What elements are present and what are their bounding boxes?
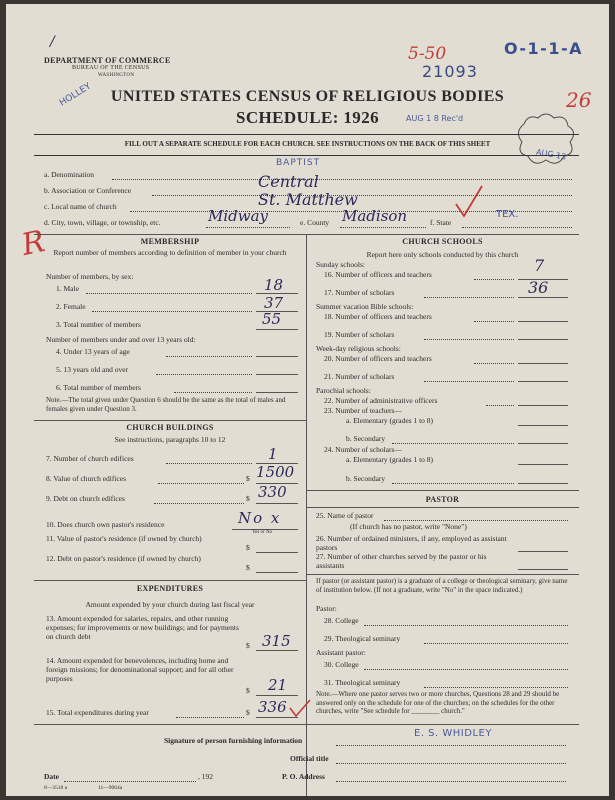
q29-label: 29. Theological seminary <box>324 634 401 643</box>
schools-intro: Report here only schools conducted by this church <box>366 250 519 259</box>
q2-female-label: 2. Female <box>56 302 86 311</box>
city-name: WASHINGTON <box>98 73 135 78</box>
q2-dots <box>92 311 252 312</box>
q29-line <box>424 643 568 644</box>
q22-label: 22. Number of administrative officers <box>324 396 438 405</box>
q25-line <box>384 520 568 521</box>
summer-schools-label: Summer vacation Bible schools: <box>316 302 414 311</box>
parochial-schools-label: Parochial schools: <box>316 386 371 395</box>
association-value: Central <box>258 172 319 191</box>
q25-label: 25. Name of pastor <box>316 511 374 520</box>
form-title: UNITED STATES CENSUS OF RELIGIOUS BODIES <box>110 88 505 105</box>
q3-answer-line <box>256 329 298 330</box>
q24b-label: b. Secondary <box>346 474 386 483</box>
q4-under-13-label: 4. Under 13 years of age <box>56 347 130 356</box>
po-address-label: P. O. Address <box>282 772 325 781</box>
official-title-line <box>336 763 566 764</box>
q17-label: 17. Number of scholars <box>324 288 395 297</box>
q6-total-label: 6. Total number of members <box>56 383 141 392</box>
q10-label: 10. Does church own pastor's residence <box>46 520 165 529</box>
county-line <box>340 227 426 228</box>
pastor-note: Note.—Where one pastor serves two or more churches, Questions 28 and 29 should be answered only on the schedule for one of the churches; on the schedules for the other churches, write "See schedule for ________ church." <box>316 690 560 715</box>
grid-bottom-rule <box>34 724 579 725</box>
q19-label: 19. Number of scholars <box>324 330 395 339</box>
q13-answer-line <box>256 650 298 651</box>
q8-dollar: $ <box>246 474 250 483</box>
pastor-divider-rule <box>306 574 579 575</box>
q1-male-label: 1. Male <box>56 284 79 293</box>
q31-label: 31. Theological seminary <box>324 678 401 687</box>
q12-label: 12. Debt on pastor's residence (if owned by church) <box>46 554 201 563</box>
expenditures-heading: EXPENDITURES <box>136 584 204 593</box>
q11-answer-line <box>256 552 298 553</box>
membership-heading: MEMBERSHIP <box>140 237 200 246</box>
corner-pencil-mark: / <box>50 34 55 50</box>
title-rule-top <box>34 134 579 135</box>
year-label: , 192 <box>198 772 213 781</box>
holley-stamp: HOLLEY <box>58 81 94 109</box>
weekday-schools-label: Week-day religious schools: <box>316 344 401 353</box>
received-stamp: AUG 1 8 Rec'd <box>406 114 464 123</box>
q13-label: 13. Amount expended for salaries, repairs, and other running expenses; for improvements or new buildings; and for payments on church debt <box>46 614 239 641</box>
buildings-intro: See instructions, paragraphs 10 to 12 <box>114 435 226 444</box>
q16-value: 7 <box>534 256 545 275</box>
po-address-line <box>336 781 566 782</box>
q23-label: 23. Number of teachers— <box>324 406 402 415</box>
q24b-answer-line <box>518 483 568 484</box>
q5-13-and-over-label: 5. 13 years old and over <box>56 365 129 374</box>
date-label: Date <box>44 772 59 781</box>
q21-answer-line <box>518 381 568 382</box>
q24-label: 24. Number of scholars— <box>324 445 402 454</box>
q21-dots <box>424 381 514 382</box>
q17-answer-line <box>518 297 568 298</box>
q22-dots <box>486 405 514 406</box>
q30-line <box>364 669 568 670</box>
members-by-sex-label: Number of members, by sex: <box>46 272 134 281</box>
q30-label: 30. College <box>324 660 359 669</box>
q18-answer-line <box>518 321 568 322</box>
form-id: 8—3518 a <box>44 785 68 791</box>
q14-dollar: $ <box>246 686 250 695</box>
state-line <box>462 227 572 228</box>
q14-value: 21 <box>268 676 288 694</box>
q23b-dots <box>392 443 514 444</box>
q14-label: 14. Amount expended for benevolences, including home and foreign missions; for denominational support; and for all other purposes <box>46 656 234 683</box>
buildings-top-rule <box>34 420 306 421</box>
county-value: Madison <box>342 207 408 225</box>
membership-intro: Report number of members according to definition of member in your church <box>53 248 287 257</box>
q10-value: No x <box>238 509 282 527</box>
q26-answer-line <box>518 551 568 552</box>
q1-male-value: 18 <box>264 276 284 294</box>
q17-value: 36 <box>528 278 549 297</box>
q23b-label: b. Secondary <box>346 434 386 443</box>
q8-value: 1500 <box>256 463 295 481</box>
buildings-heading: CHURCH BUILDINGS <box>126 423 214 432</box>
members-by-age-label: Number of members under and over 13 years old: <box>46 335 196 344</box>
q20-dots <box>474 363 514 364</box>
schools-heading: CHURCH SCHOOLS <box>402 237 483 246</box>
seal-stamp-text: AUG 13 <box>535 147 567 162</box>
q28-label: 28. College <box>324 616 359 625</box>
q14-answer-line <box>256 695 298 696</box>
q27-label: 27. Number of other churches served by the pastor or his assistants <box>316 552 487 570</box>
q12-answer-line <box>256 572 298 573</box>
form-subtitle: SCHEDULE: 1926 <box>235 108 380 127</box>
q19-dots <box>424 339 514 340</box>
pastor-top-rule <box>306 490 579 491</box>
graduate-instruction: If pastor (or assistant pastor) is a graduate of a college or theological seminary, give name of institution below. (If not a graduate, write "No" in the space indicated.) <box>316 577 568 594</box>
q28-line <box>364 625 568 626</box>
q24a-answer-line <box>518 464 568 465</box>
q24a-label: a. Elementary (grades 1 to 8) <box>346 455 434 464</box>
q16-dots <box>474 279 514 280</box>
q7-value: 1 <box>268 445 278 463</box>
pastor-heading: PASTOR <box>425 495 460 504</box>
local-name-value: St. Matthew <box>258 190 358 209</box>
denomination-line <box>112 179 572 180</box>
q26-label: 26. Number of ordained ministers, if any, employed as assistant pastors <box>316 534 507 552</box>
association-line <box>152 195 572 196</box>
q11-dollar: $ <box>246 543 250 552</box>
q5-dots <box>156 374 252 375</box>
local-name-label: c. Local name of church <box>44 202 117 211</box>
q27-answer-line <box>518 569 568 570</box>
q6-answer-line <box>256 392 298 393</box>
q8-dots <box>158 483 244 484</box>
expenditures-top-rule <box>34 580 306 581</box>
sunday-schools-label: Sunday schools: <box>316 260 365 269</box>
q20-label: 20. Number of officers and teachers <box>324 354 432 363</box>
print-id: 11—9064a <box>98 785 123 791</box>
date-line <box>64 781 196 782</box>
q23b-answer-line <box>518 443 568 444</box>
q17-dots <box>424 297 514 298</box>
q20-answer-line <box>518 363 568 364</box>
q3-total-label: 3. Total number of members <box>56 320 141 329</box>
q9-dollar: $ <box>246 494 250 503</box>
association-label: b. Association or Conference <box>44 186 132 195</box>
q2-female-value: 37 <box>264 294 284 312</box>
q1-dots <box>86 293 252 294</box>
q15-label: 15. Total expenditures during year <box>46 708 149 717</box>
signature-line <box>336 745 566 746</box>
q6-dots <box>174 392 252 393</box>
form-code: O-1-1-A <box>504 39 583 58</box>
serial-number: 21093 <box>422 62 478 81</box>
q23a-label: a. Elementary (grades 1 to 8) <box>346 416 434 425</box>
q5-answer-line <box>256 374 298 375</box>
city-value: Midway <box>208 207 269 225</box>
q15-dots <box>176 717 244 718</box>
pastor-heading-rule <box>306 507 579 508</box>
q12-dollar: $ <box>246 563 250 572</box>
q11-label: 11. Value of pastor's residence (if owned by church) <box>46 534 202 543</box>
q13-value: 315 <box>262 632 291 650</box>
q8-label: 8. Value of church edifices <box>46 474 127 483</box>
q4-dots <box>166 356 252 357</box>
q3-total-value: 55 <box>262 310 282 328</box>
expenditures-intro: Amount expended by your church during last fiscal year <box>85 600 255 609</box>
q18-dots <box>474 321 514 322</box>
q9-dots <box>154 503 244 504</box>
q24b-dots <box>392 483 514 484</box>
red-tick-icon <box>288 698 312 718</box>
q7-dots <box>166 463 252 464</box>
q7-label: 7. Number of church edifices <box>46 454 134 463</box>
state-value: TEX. <box>496 209 519 220</box>
q23a-answer-line <box>518 425 568 426</box>
bureau-name: BUREAU OF THE CENSUS <box>72 65 150 71</box>
census-schedule-page <box>6 4 609 796</box>
q4-answer-line <box>256 356 298 357</box>
q13-dollar: $ <box>246 641 250 650</box>
official-title-label: Official title <box>290 754 329 763</box>
q16-label: 16. Number of officers and teachers <box>324 270 432 279</box>
q9-answer-line <box>256 503 298 504</box>
signature-label: Signature of person furnishing information <box>164 736 303 745</box>
q25-hint: (If church has no pastor, write "None") <box>350 522 467 531</box>
city-line <box>206 227 290 228</box>
department-name: DEPARTMENT OF COMMERCE <box>44 56 171 65</box>
denomination-value: BAPTIST <box>276 158 321 168</box>
q15-value: 336 <box>258 698 287 716</box>
state-label: f. State <box>430 218 452 227</box>
membership-note: Note.—The total given under Question 6 should be the same as the total of males and females given under Question 3. <box>46 396 286 413</box>
instruction-line: FILL OUT A SEPARATE SCHEDULE FOR EACH CHURCH. SEE INSTRUCTIONS ON THE BACK OF THIS SHEET <box>124 140 491 148</box>
q15-dollar: $ <box>246 708 250 717</box>
city-label: d. City, town, village, or township, etc. <box>44 218 161 227</box>
q19-answer-line <box>518 339 568 340</box>
q21-label: 21. Number of scholars <box>324 372 395 381</box>
q22-answer-line <box>518 405 568 406</box>
q9-label: 9. Debt on church edifices <box>46 494 125 503</box>
signature-value: E. S. WHIDLEY <box>414 728 492 739</box>
assistant-pastor-subheading: Assistant pastor: <box>316 648 366 657</box>
denomination-label: a. Denomination <box>44 170 94 179</box>
title-rule-bottom <box>34 155 579 156</box>
q31-line <box>424 687 568 688</box>
pastor-subheading: Pastor: <box>316 604 337 613</box>
q9-value: 330 <box>258 483 287 501</box>
red-reference-mark: 5-50 <box>408 44 447 64</box>
red-margin-mark: R <box>18 224 48 263</box>
red-number-mark: 26 <box>566 88 592 112</box>
q18-label: 18. Number of officers and teachers <box>324 312 432 321</box>
county-label: e. County <box>300 218 330 227</box>
red-check-mark-icon <box>454 184 484 220</box>
q10-hint: Yes or No <box>252 530 273 535</box>
